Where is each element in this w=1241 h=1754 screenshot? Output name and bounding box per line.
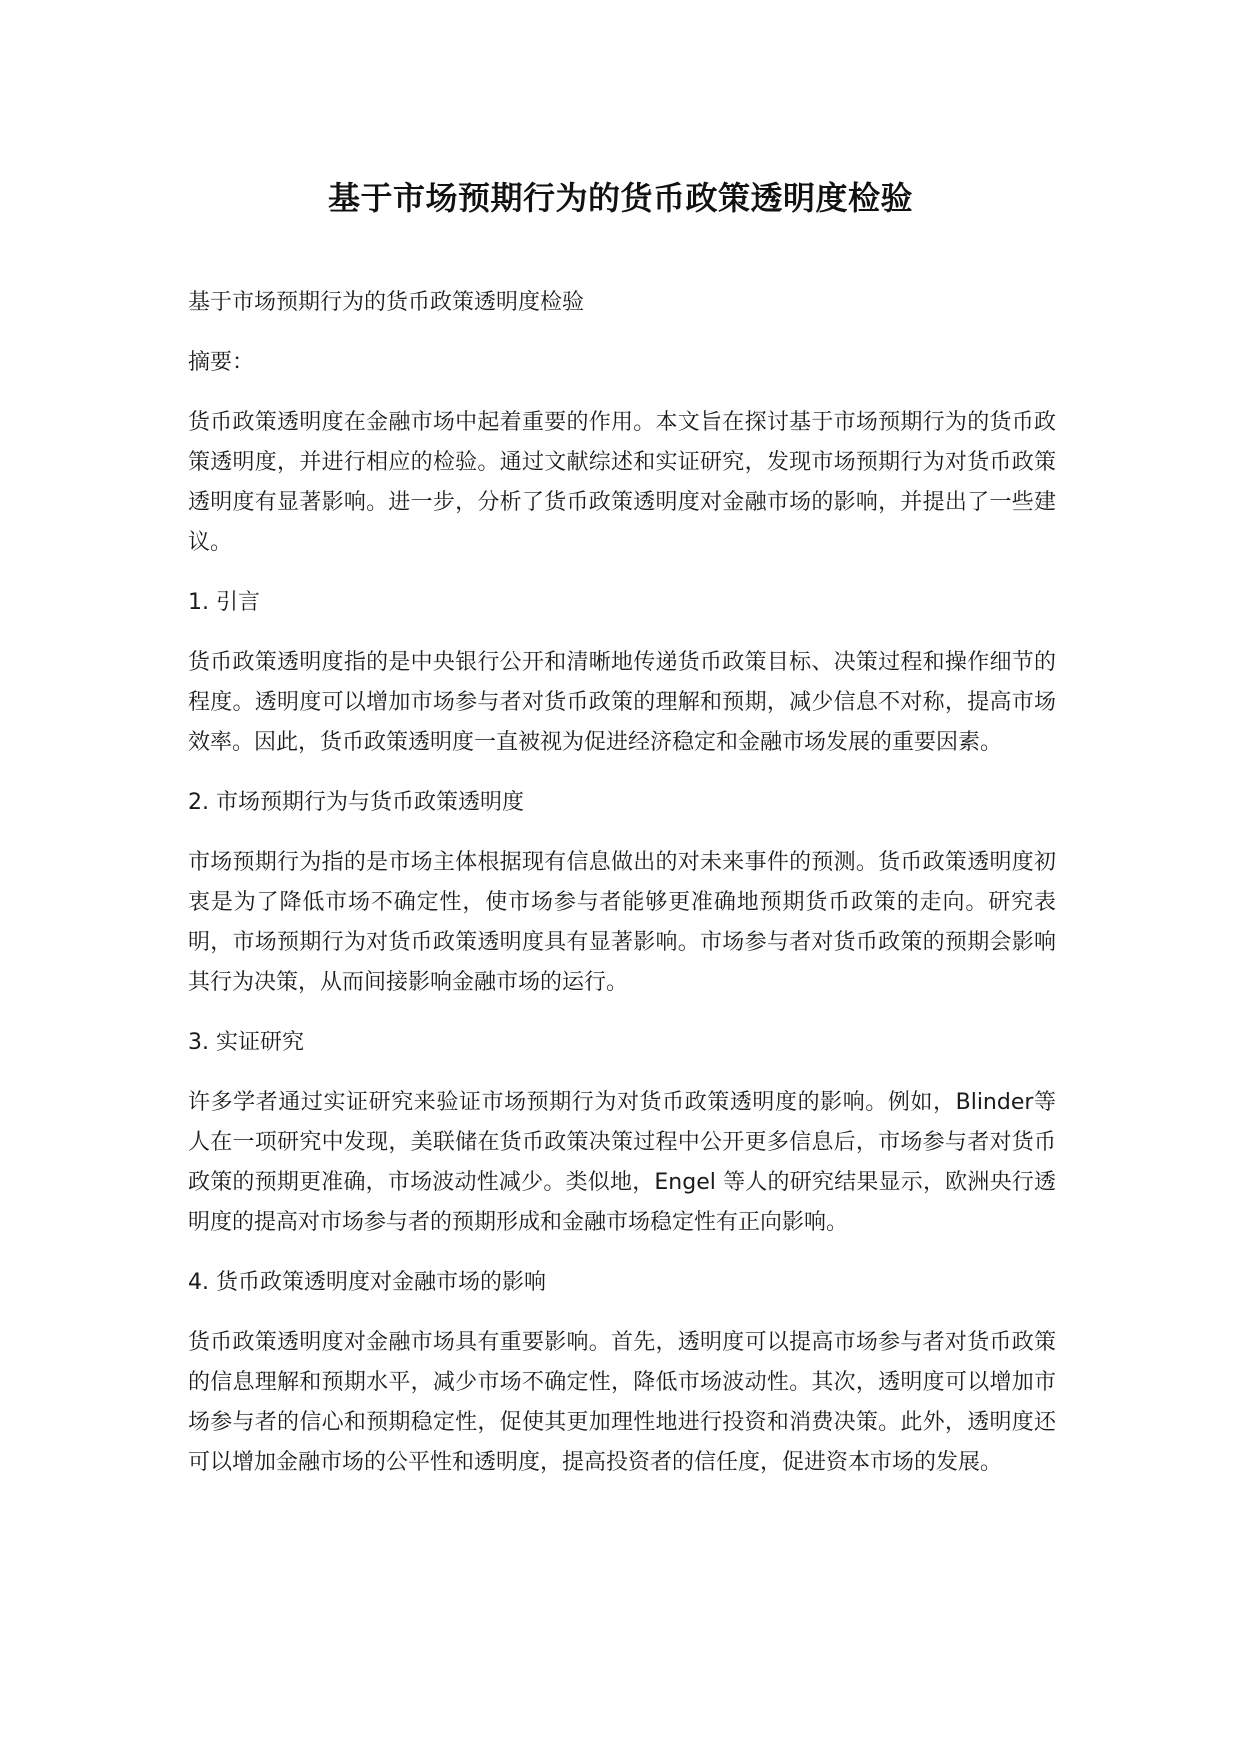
section-heading-empirical-study: 3. 实证研究 — [188, 1030, 304, 1055]
document-body — [188, 283, 1056, 1503]
section-paragraph-market-expectations: 市场预期行为指的是市场主体根据现有信息做出的对未来事件的预测。货币政策透明度初衷是为了降低市场不确定性，使市场参与者能够更准确地预期货币政策的走向。研究表明，市场预期行为对货币政策透明度具有显著影响。市场参与者对货币政策的预期会影响其行为决策，从而间接影响金融市场的运行。 — [188, 850, 1056, 995]
abstract-label: 摘要： — [188, 350, 255, 375]
section-heading-financial-market-impact: 4. 货币政策透明度对金融市场的影响 — [188, 1270, 546, 1295]
section-heading-introduction: 1. 引言 — [188, 590, 260, 615]
section-heading-market-expectations: 2. 市场预期行为与货币政策透明度 — [188, 790, 524, 815]
section-paragraph-introduction: 货币政策透明度指的是中央银行公开和清晰地传递货币政策目标、决策过程和操作细节的程度。透明度可以增加市场参与者对货币政策的理解和预期，减少信息不对称，提高市场效率。因此，货币政策透明度一直被视为促进经济稳定和金融市场发展的重要因素。 — [188, 650, 1056, 755]
abstract-paragraph: 货币政策透明度在金融市场中起着重要的作用。本文旨在探讨基于市场预期行为的货币政策透明度，并进行相应的检验。通过文献综述和实证研究，发现市场预期行为对货币政策透明度有显著影响。进一步，分析了货币政策透明度对金融市场的影响，并提出了一些建议。 — [188, 410, 1056, 555]
section-paragraph-empirical-study: 许多学者通过实证研究来验证市场预期行为对货币政策透明度的影响。例如，Blinder等人在一项研究中发现，美联储在货币政策决策过程中公开更多信息后，市场参与者对货币政策的预期更准确，市场波动性减少。类似地，Engel 等人的研究结果显示，欧洲央行透明度的提高对市场参与者的预期形成和金融市场稳定性有正向影响。 — [188, 1090, 1056, 1235]
document-subtitle: 基于市场预期行为的货币政策透明度检验 — [188, 290, 585, 315]
section-paragraph-financial-market-impact: 货币政策透明度对金融市场具有重要影响。首先，透明度可以提高市场参与者对货币政策的信息理解和预期水平，减少市场不确定性，降低市场波动性。其次，透明度可以增加市场参与者的信心和预期稳定性，促使其更加理性地进行投资和消费决策。此外，透明度还可以增加金融市场的公平性和透明度，提高投资者的信任度，促进资本市场的发展。 — [188, 1330, 1056, 1475]
document-title: 基于市场预期行为的货币政策透明度检验 — [327, 179, 913, 217]
